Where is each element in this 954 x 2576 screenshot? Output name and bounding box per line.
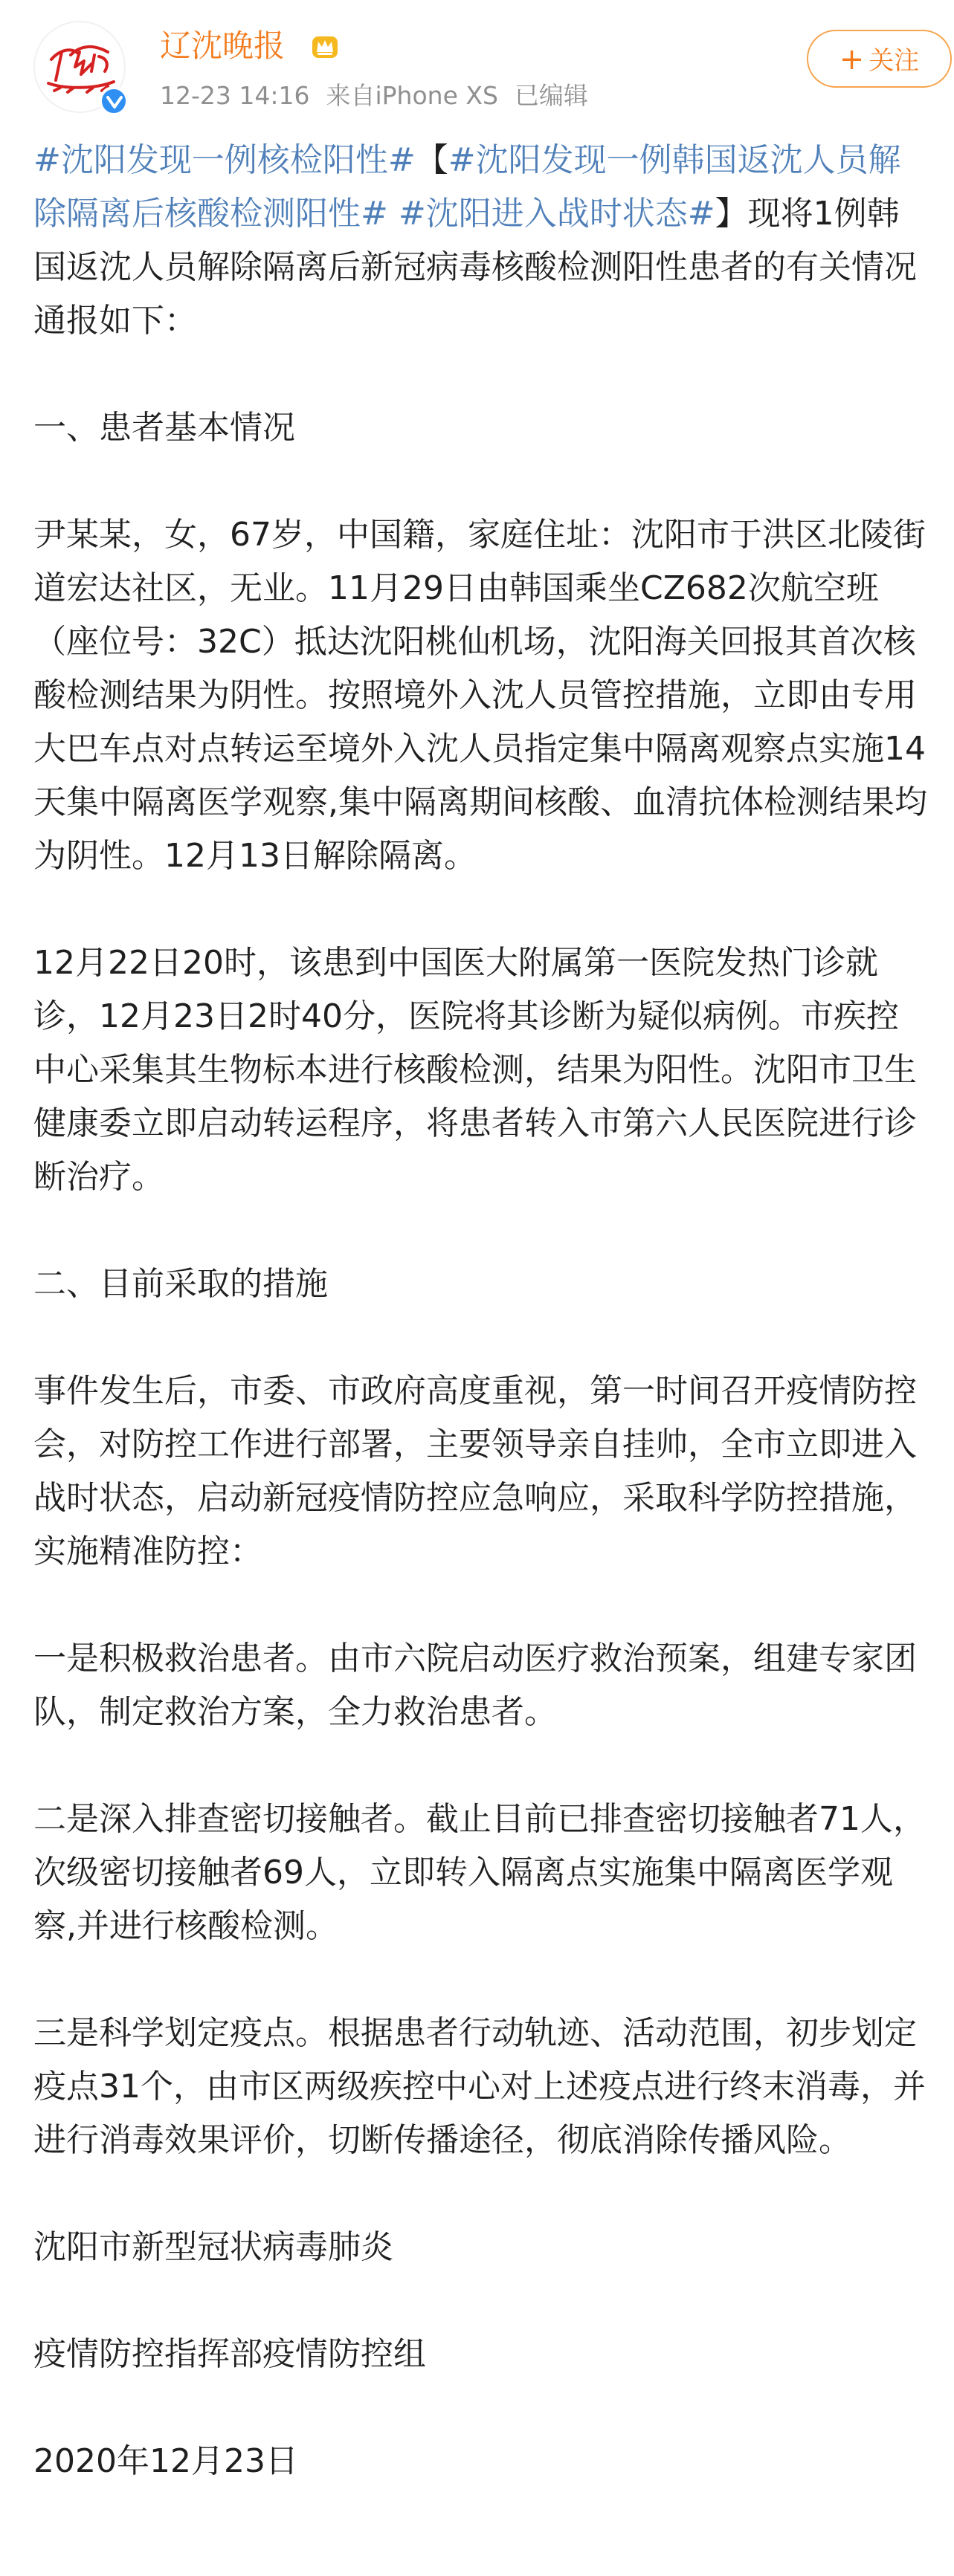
plus-icon: + [839,42,865,77]
post-timestamp: 12-23 14:16 [160,81,310,110]
crown-icon [310,32,340,60]
section-title-measures: 二、目前采取的措施 [33,1265,328,1303]
avatar[interactable] [33,21,129,116]
follow-button[interactable] [807,30,952,88]
post-header [33,21,926,117]
bracket-open: 【 [415,141,448,179]
paragraph-measure-3: 三是科学划定疫点。根据患者行动轨迹、活动范围，初步划定疫点31个，由市区两级疾控中心对上述疫点进行终末消毒，并进行消毒效果评价，切断传播途径，彻底消除传播风险。 [33,2014,926,2159]
paragraph-measures: 事件发生后，市委、市政府高度重视，第一时间召开疫情防控会，对防控工作进行部署，主要领导亲自挂帅，全市立即进入战时状态，启动新冠疫情防控应急响应，采取科学防控措施，实施精准防控： [33,1372,917,1570]
follow-label: 关注 [868,46,920,76]
post-intro [33,134,929,348]
space [388,195,399,233]
post-meta [160,80,605,111]
signature-line-2: 疫情防控指挥部疫情防控组 [33,2335,426,2373]
hashtag-link[interactable]: #沈阳发现一例核检阳性# [33,141,416,179]
post-body [33,134,929,2542]
intro-text: 】现将1例韩国返沈人员解除隔离后新冠病毒核酸检测阳性患者的有关情况通报如下： [33,195,917,340]
hashtag-link[interactable]: #沈阳进入战时状态# [398,195,715,233]
paragraph-measure-2: 二是深入排查密切接触者。截止目前已排查密切接触者71人，次级密切接触者69人，立即转入隔离点实施集中隔离医学观察,并进行核酸检测。 [33,1800,926,1945]
edited-label: 已编辑 [514,81,588,110]
hashtag-link[interactable]: #沈阳发现一例韩国返沈人员解除隔离后核酸检测阳性# [33,141,901,233]
signature-line-1: 沈阳市新型冠状病毒肺炎 [33,2228,393,2266]
post-date: 2020年12月23日 [33,2442,298,2480]
post-source: 来自iPhone XS [326,81,498,110]
section-title-patient-info: 一、患者基本情况 [33,409,295,447]
paragraph-patient-info: 尹某某，女，67岁，中国籍，家庭住址：沈阳市于洪区北陵街道宏达社区，无业。11月29日由韩国乘坐CZ682次航空班（座位号：32C）抵达沈阳桃仙机场，沈阳海关回报其首次核酸检测结果为阴性。按照境外入沈人员管控措施，立即由专用大巴车点对点转运至境外入沈人员指定集中隔离观察点实施14天集中隔离医学观察,集中隔离期间核酸、血清抗体检测结果均为阴性。12月13日解除隔离。 [33,516,927,875]
paragraph-measure-1: 一是积极救治患者。由市六院启动医疗救治预案，组建专家团队，制定救治方案，全力救治患者。 [33,1640,917,1731]
user-name[interactable]: 辽沈晚报 [160,27,286,64]
paragraph-diagnosis: 12月22日20时，该患到中国医大附属第一医院发热门诊就诊，12月23日2时40分，医院将其诊断为疑似病例。市疾控中心采集其生物标本进行核酸检测，结果为阳性。沈阳市卫生健康委立即启动转运程序，将患者转入市第六人民医院进行诊断治疗。 [33,944,917,1196]
verified-badge-icon [99,86,129,116]
